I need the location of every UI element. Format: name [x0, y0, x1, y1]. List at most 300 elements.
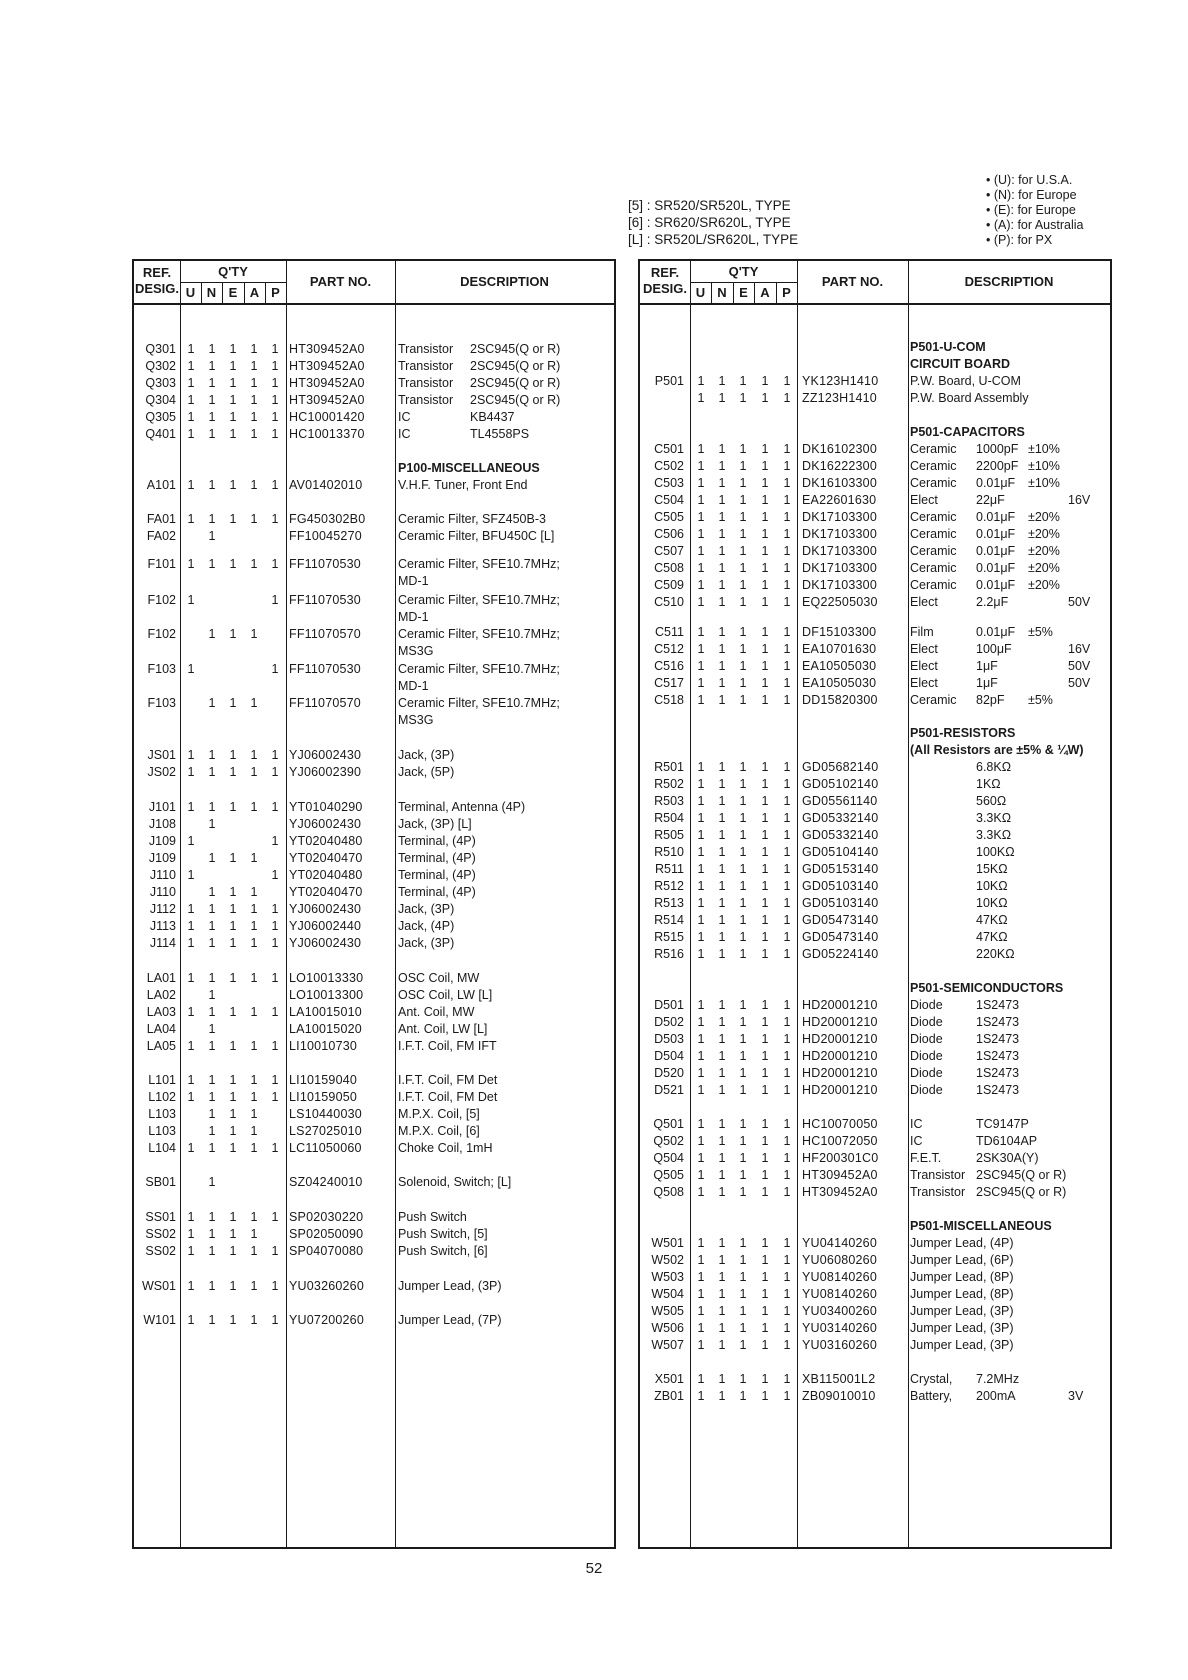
qty-u: 1 [187, 868, 195, 882]
description: Terminal, Antenna (4P) [398, 800, 526, 814]
qty-n: 1 [208, 1090, 216, 1104]
table-row [134, 1004, 614, 1021]
qty-e: 1 [739, 794, 747, 808]
description: Elect [910, 676, 938, 690]
qty-e: 1 [229, 359, 237, 373]
qty-e: 1 [739, 862, 747, 876]
qty-u: 1 [187, 1141, 195, 1155]
part-number: GD05153140 [802, 862, 879, 876]
ref-designation: C509 [654, 578, 684, 592]
part-number: HD20001210 [802, 998, 878, 1012]
table-row [134, 1021, 614, 1038]
spec-value: 1S2473 [976, 1015, 1020, 1029]
ref-designation: F103 [147, 662, 176, 676]
section-title: P501-MISCELLANEOUS [910, 1219, 1052, 1233]
ref-designation: C517 [654, 676, 684, 690]
qty-u: 1 [187, 376, 195, 390]
qty-a: 1 [761, 1389, 769, 1403]
description: Ceramic [910, 476, 957, 490]
qty-n: 1 [208, 851, 216, 865]
qty-p: 1 [271, 868, 279, 882]
spec-value: 100μF [976, 642, 1012, 656]
qty-u: 1 [697, 1270, 705, 1284]
ref-designation: C511 [655, 625, 684, 639]
part-number: EA22601630 [802, 493, 877, 507]
qty-p: 1 [271, 593, 279, 607]
table-row [640, 1082, 1110, 1099]
tolerance: ±10% [1028, 476, 1060, 490]
ref-header: REF. [650, 265, 680, 280]
qty-p: 1 [271, 376, 279, 390]
description: Diode [910, 1083, 943, 1097]
qty-a: 1 [250, 427, 258, 441]
table-row [640, 997, 1110, 1014]
part-number: HT309452A0 [289, 342, 365, 356]
qty-n: 1 [718, 1134, 726, 1148]
qty-a: 1 [250, 512, 258, 526]
ref-designation: R514 [654, 913, 684, 927]
qty-u: 1 [697, 862, 705, 876]
qty-n: 1 [718, 374, 726, 388]
qty-e: 1 [739, 1049, 747, 1063]
qty-e: 1 [229, 1210, 237, 1224]
qty-a: 1 [250, 342, 258, 356]
qty-u: 1 [697, 998, 705, 1012]
qty-p: 1 [271, 1244, 279, 1258]
ref-designation: Q504 [653, 1151, 684, 1165]
part-number: HC10072050 [802, 1134, 878, 1148]
ref-designation: R504 [654, 811, 684, 825]
spec-value: 2SC945(Q or R) [470, 393, 561, 407]
qty-n: 1 [718, 1321, 726, 1335]
table-row [640, 373, 1110, 390]
spec-value: 0.01μF [976, 625, 1016, 639]
qty-e: 1 [739, 1304, 747, 1318]
description: Diode [910, 1032, 943, 1046]
description: F.E.T. [910, 1151, 942, 1165]
qty-a: 1 [761, 510, 769, 524]
description: I.F.T. Coil, FM Det [398, 1090, 498, 1104]
qty-e: 1 [229, 410, 237, 424]
qty-u: 1 [697, 1304, 705, 1318]
qty-a: 1 [250, 376, 258, 390]
description: Ceramic Filter, SFE10.7MHz; [398, 662, 560, 676]
qty-a: 1 [761, 1151, 769, 1165]
qty-e: 1 [739, 625, 747, 639]
table-row [134, 901, 614, 918]
ref-designation: Q304 [145, 393, 176, 407]
ref-designation: Q401 [145, 427, 176, 441]
table-row [134, 1106, 614, 1123]
table-row [134, 850, 614, 867]
qty-u: 1 [187, 557, 195, 571]
qty-n: 1 [718, 493, 726, 507]
qty-a: 1 [761, 1168, 769, 1182]
part-number: YJ06002390 [289, 765, 362, 779]
qty-e: 1 [739, 476, 747, 490]
qty-a: 1 [761, 391, 769, 405]
qty-e: 1 [229, 885, 237, 899]
qty-n: 1 [208, 919, 216, 933]
table-row [640, 1133, 1110, 1150]
ref-header: REF. [142, 265, 172, 280]
qty-e: 1 [229, 1039, 237, 1053]
ref-designation: L103 [148, 1124, 176, 1138]
description: Push Switch, [5] [398, 1227, 488, 1241]
qty-e: 1 [739, 913, 747, 927]
qty-p: 1 [783, 896, 791, 910]
part-number: FF11070570 [289, 627, 361, 641]
table-row [640, 1286, 1110, 1303]
ref-designation: Q301 [145, 342, 176, 356]
qty-n: 1 [718, 659, 726, 673]
part-number: LI10159040 [289, 1073, 358, 1087]
table-row [640, 1303, 1110, 1320]
qty-n: 1 [718, 896, 726, 910]
table-row [640, 641, 1110, 658]
description: Ceramic [910, 578, 957, 592]
qty-e: 1 [739, 659, 747, 673]
qty-p: 1 [783, 1185, 791, 1199]
qty-header: Q'TY [728, 264, 759, 279]
qty-u: 1 [697, 676, 705, 690]
spec-value: TD6104AP [976, 1134, 1038, 1148]
qty-a: 1 [761, 811, 769, 825]
part-number: HC10013370 [289, 427, 365, 441]
qty-e: 1 [229, 1313, 237, 1327]
part-number: YJ06002430 [289, 817, 362, 831]
description: Diode [910, 1066, 943, 1080]
ref-designation: R501 [654, 760, 684, 774]
qty-p: 1 [271, 1210, 279, 1224]
qty-u: 1 [187, 748, 195, 762]
qty-n: 1 [718, 845, 726, 859]
ref-designation: R515 [654, 930, 684, 944]
part-number: HT309452A0 [802, 1168, 878, 1182]
qty-e: 1 [229, 1107, 237, 1121]
spec-value: 2SK30A(Y) [976, 1151, 1039, 1165]
qty-n: 1 [718, 527, 726, 541]
description: V.H.F. Tuner, Front End [398, 478, 528, 492]
part-number: FF11070530 [289, 557, 361, 571]
qty-a: 1 [250, 410, 258, 424]
qty-a: 1 [250, 393, 258, 407]
ref-designation: R513 [654, 896, 684, 910]
qty-p: 1 [271, 1313, 279, 1327]
description: Jack, (4P) [398, 919, 455, 933]
qty-u: 1 [697, 476, 705, 490]
qty-u: 1 [697, 442, 705, 456]
qty-u: 1 [697, 1321, 705, 1335]
table-row [640, 1269, 1110, 1286]
qty-e: 1 [739, 930, 747, 944]
table-row [640, 594, 1110, 611]
spec-value: 0.01μF [976, 527, 1016, 541]
description: Film [910, 625, 934, 639]
section-heading [640, 339, 1110, 356]
qty-p: 1 [271, 902, 279, 916]
ref-designation: LA05 [146, 1039, 176, 1053]
p-header: P [271, 285, 280, 300]
qty-u: 1 [187, 971, 195, 985]
part-number: YU04140260 [802, 1236, 877, 1250]
part-number: YU03160260 [802, 1338, 877, 1352]
table-row [640, 1388, 1110, 1405]
description: I.F.T. Coil, FM Det [398, 1073, 498, 1087]
description: Ceramic [910, 510, 957, 524]
qty-e: 1 [229, 1090, 237, 1104]
parts-table-left [132, 259, 616, 1549]
qty-p: 1 [783, 659, 791, 673]
qty-e: 1 [739, 896, 747, 910]
ref-designation: F102 [147, 627, 176, 641]
qty-a: 1 [250, 800, 258, 814]
qty-n: 1 [718, 811, 726, 825]
table-row [640, 1031, 1110, 1048]
qty-u: 1 [697, 1168, 705, 1182]
qty-p: 1 [783, 493, 791, 507]
qty-a: 1 [250, 1039, 258, 1053]
qty-a: 1 [250, 1090, 258, 1104]
qty-n: 1 [718, 1270, 726, 1284]
tolerance: ±10% [1028, 442, 1060, 456]
description: Elect [910, 493, 938, 507]
qty-p: 1 [783, 391, 791, 405]
description: Jumper Lead, (8P) [910, 1287, 1014, 1301]
ref-designation: C508 [654, 561, 684, 575]
ref-designation: SS02 [145, 1227, 176, 1241]
qty-n: 1 [208, 359, 216, 373]
description: P.W. Board Assembly [910, 391, 1029, 405]
spec-value: TC9147P [976, 1117, 1029, 1131]
description: Jumper Lead, (8P) [910, 1270, 1014, 1284]
tolerance: ±20% [1028, 578, 1060, 592]
qty-n: 1 [718, 578, 726, 592]
table-row [640, 658, 1110, 675]
table-row [640, 692, 1110, 709]
qty-u: 1 [187, 919, 195, 933]
qty-a: 1 [761, 1083, 769, 1097]
region-note: • (N): for Europe [986, 188, 1077, 202]
qty-a: 1 [250, 1279, 258, 1293]
table-row [134, 1140, 614, 1157]
qty-e: 1 [739, 561, 747, 575]
section-heading [640, 356, 1110, 373]
qty-n: 1 [208, 1073, 216, 1087]
table-row [640, 492, 1110, 509]
part-number: FF10045270 [289, 529, 362, 543]
qty-e: 1 [229, 393, 237, 407]
qty-n: 1 [718, 947, 726, 961]
table-row [134, 1226, 614, 1243]
qty-a: 1 [761, 1236, 769, 1250]
qty-a: 1 [761, 998, 769, 1012]
spec-value: 3.3KΩ [976, 811, 1012, 825]
ref-designation: W503 [651, 1270, 684, 1284]
spec-value: 2SC945(Q or R) [470, 342, 561, 356]
qty-n: 1 [208, 902, 216, 916]
qty-u: 1 [697, 828, 705, 842]
qty-a: 1 [761, 862, 769, 876]
spec-value: 0.01μF [976, 510, 1016, 524]
qty-n: 1 [718, 595, 726, 609]
table-row [640, 844, 1110, 861]
qty-n: 1 [718, 1015, 726, 1029]
qty-u: 1 [187, 342, 195, 356]
qty-a: 1 [761, 659, 769, 673]
qty-a: 1 [761, 1185, 769, 1199]
part-number: HD20001210 [802, 1032, 878, 1046]
spec-value: 560Ω [976, 794, 1007, 808]
table-row [134, 799, 614, 816]
qty-e: 1 [739, 544, 747, 558]
table-row [134, 867, 614, 884]
qty-u: 1 [697, 1049, 705, 1063]
table-row [640, 912, 1110, 929]
ref-designation: LA04 [146, 1022, 176, 1036]
qty-e: 1 [229, 1141, 237, 1155]
qty-n: 1 [208, 1022, 216, 1036]
description: Ceramic Filter, SFZ450B-3 [398, 512, 546, 526]
qty-n: 1 [718, 1185, 726, 1199]
qty-n: 1 [718, 1168, 726, 1182]
qty-n: 1 [208, 1227, 216, 1241]
ref-designation: JS02 [147, 765, 176, 779]
ref-designation: LA02 [146, 988, 176, 1002]
table-row [640, 1167, 1110, 1184]
qty-n: 1 [718, 1287, 726, 1301]
ref-designation: R512 [654, 879, 684, 893]
qty-n: 1 [718, 913, 726, 927]
qty-n: 1 [208, 393, 216, 407]
ref-designation: D521 [654, 1083, 684, 1097]
part-number: LI10010730 [289, 1039, 358, 1053]
qty-u: 1 [187, 478, 195, 492]
description: Transistor [398, 359, 454, 373]
ref-designation: D502 [654, 1015, 684, 1029]
qty-a: 1 [250, 478, 258, 492]
ref-designation: F101 [147, 557, 176, 571]
qty-u: 1 [187, 593, 195, 607]
qty-e: 1 [739, 998, 747, 1012]
qty-u: 1 [697, 811, 705, 825]
qty-a: 1 [761, 1117, 769, 1131]
qty-p: 1 [271, 1005, 279, 1019]
qty-a: 1 [761, 374, 769, 388]
ref-designation: J110 [149, 885, 176, 899]
qty-n: 1 [718, 625, 726, 639]
qty-p: 1 [783, 1253, 791, 1267]
part-number: FF11070570 [289, 696, 361, 710]
qty-n: 1 [718, 459, 726, 473]
ref-designation: W101 [143, 1313, 176, 1327]
qty-p: 1 [783, 544, 791, 558]
qty-n: 1 [208, 1279, 216, 1293]
qty-u: 1 [697, 1134, 705, 1148]
ref-designation: J112 [149, 902, 176, 916]
qty-u: 1 [697, 374, 705, 388]
qty-a: 1 [761, 544, 769, 558]
description: MS3G [398, 644, 434, 658]
description: P.W. Board, U-COM [910, 374, 1021, 388]
ref-designation: F102 [147, 593, 176, 607]
description-header: DESCRIPTION [460, 274, 549, 289]
qty-e: 1 [229, 1124, 237, 1138]
spec-value: 10KΩ [976, 879, 1008, 893]
qty-p: 1 [271, 1090, 279, 1104]
qty-u: 1 [697, 1032, 705, 1046]
ref-designation: SS01 [145, 1210, 176, 1224]
description: Battery, [910, 1389, 953, 1403]
description: Elect [910, 642, 938, 656]
qty-u: 1 [187, 800, 195, 814]
table-row [134, 1209, 614, 1226]
qty-u: 1 [697, 1236, 705, 1250]
qty-p: 1 [783, 1083, 791, 1097]
table-row [134, 712, 614, 729]
qty-p: 1 [783, 777, 791, 791]
qty-e: 1 [739, 828, 747, 842]
section-title: P501-CAPACITORS [910, 425, 1025, 439]
qty-e: 1 [229, 936, 237, 950]
qty-a: 1 [250, 1124, 258, 1138]
spec-value: 2200pF [976, 459, 1019, 473]
qty-p: 1 [783, 561, 791, 575]
part-number: AV01402010 [289, 478, 363, 492]
part-number: SP02050090 [289, 1227, 364, 1241]
description: Transistor [398, 376, 454, 390]
table-row [640, 861, 1110, 878]
qty-u: 1 [697, 595, 705, 609]
qty-p: 1 [271, 478, 279, 492]
part-number: YU03260260 [289, 1279, 364, 1293]
spec-value: KB4437 [470, 410, 515, 424]
qty-p: 1 [783, 998, 791, 1012]
type-note: [5] : SR520/SR520L, TYPE [628, 198, 791, 213]
part-number: HD20001210 [802, 1083, 878, 1097]
qty-a: 1 [761, 1134, 769, 1148]
qty-a: 1 [761, 693, 769, 707]
qty-a: 1 [761, 913, 769, 927]
qty-n: 1 [208, 936, 216, 950]
part-number: EQ22505030 [802, 595, 878, 609]
table-row [640, 390, 1110, 407]
ref-designation: F103 [147, 696, 176, 710]
description: Choke Coil, 1mH [398, 1141, 493, 1155]
part-number: FF11070530 [289, 593, 361, 607]
table-row [640, 1337, 1110, 1354]
qty-u: 1 [697, 1083, 705, 1097]
qty-p: 1 [271, 427, 279, 441]
qty-n: 1 [718, 561, 726, 575]
part-number: EA10701630 [802, 642, 877, 656]
ref-designation: LA01 [146, 971, 176, 985]
qty-n: 1 [718, 642, 726, 656]
table-row [134, 409, 614, 426]
spec-value: 1KΩ [976, 777, 1001, 791]
ref-designation: FA02 [146, 529, 176, 543]
qty-u: 1 [187, 834, 195, 848]
qty-a: 1 [761, 828, 769, 842]
part-number: HC10001420 [289, 410, 365, 424]
description: MS3G [398, 713, 434, 727]
qty-n: 1 [718, 1389, 726, 1403]
qty-n: 1 [718, 693, 726, 707]
qty-e: 1 [739, 947, 747, 961]
part-number: ZZ123H1410 [802, 391, 877, 405]
description: IC [398, 410, 411, 424]
qty-a: 1 [761, 1287, 769, 1301]
